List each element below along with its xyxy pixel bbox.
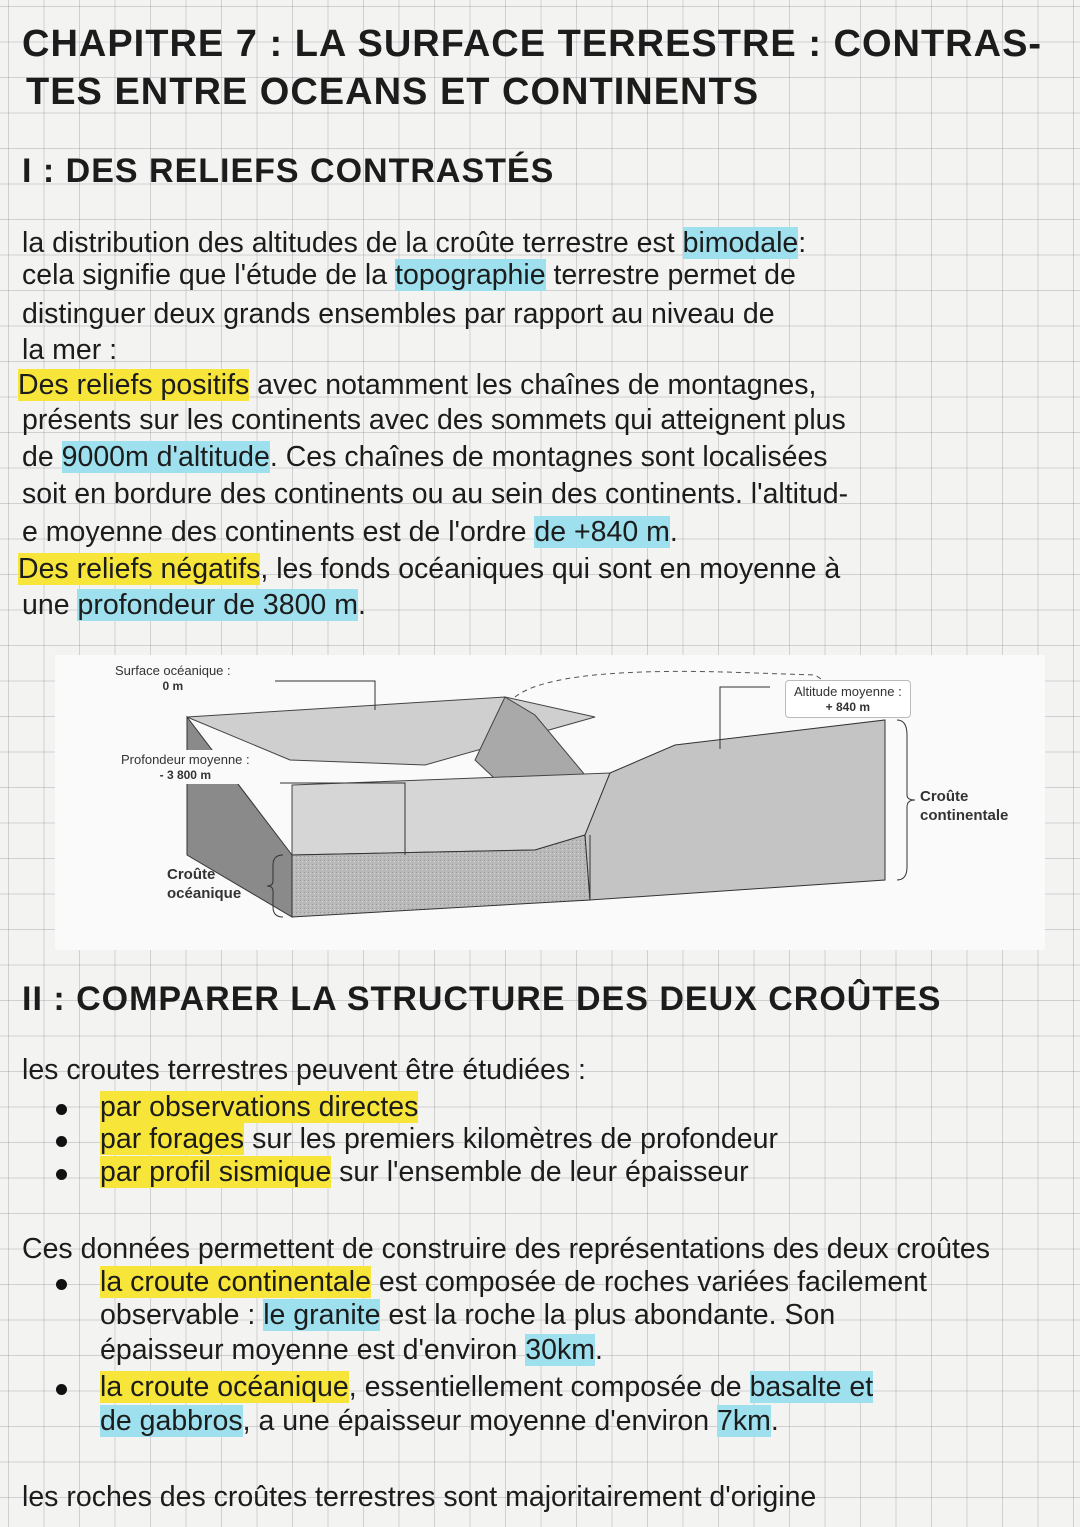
text-segment: les croutes terrestres peuvent être étudiées : bbox=[22, 1054, 586, 1086]
highlighted-text: la croute océanique bbox=[100, 1371, 349, 1403]
text-line bbox=[22, 588, 366, 622]
bullet-icon bbox=[56, 1169, 67, 1180]
text-segment: les roches des croûtes terrestres sont majoritairement d'origine bbox=[22, 1481, 817, 1513]
text-segment: la mer : bbox=[22, 334, 118, 366]
text-line bbox=[22, 226, 806, 260]
highlighted-text: basalte et bbox=[749, 1371, 874, 1403]
highlighted-text: profondeur de 3800 m bbox=[77, 589, 358, 621]
text-line bbox=[22, 333, 117, 367]
text-line bbox=[100, 1404, 779, 1438]
text-segment: . bbox=[357, 589, 366, 621]
text-segment: avec notamment les chaînes de montagnes, bbox=[249, 369, 817, 401]
text-segment: cela signifie que l'étude de la bbox=[22, 259, 396, 291]
text-segment: est la roche la plus abondante. Son bbox=[380, 1299, 836, 1331]
text-line bbox=[22, 403, 846, 437]
text-line bbox=[22, 440, 828, 474]
highlighted-text: 9000m d'altitude bbox=[61, 441, 270, 473]
highlighted-text: par forages bbox=[100, 1123, 245, 1155]
text-line bbox=[18, 368, 816, 402]
highlighted-text: par profil sismique bbox=[100, 1156, 332, 1188]
text-segment: soit en bordure des continents ou au sein des continents. l'altitud- bbox=[22, 478, 849, 510]
highlighted-text: 30km bbox=[525, 1334, 595, 1366]
text-line bbox=[18, 552, 840, 586]
text-line bbox=[100, 1370, 873, 1404]
highlighted-text: 7km bbox=[717, 1405, 771, 1437]
text-segment: . bbox=[594, 1334, 603, 1366]
highlighted-text: de gabbros bbox=[100, 1405, 243, 1437]
text-segment: épaisseur moyenne est d'environ bbox=[100, 1334, 526, 1366]
highlighted-text: par observations directes bbox=[100, 1091, 419, 1123]
altitude-value: + 840 m bbox=[825, 700, 871, 714]
surface-label-box bbox=[115, 663, 231, 693]
text-line bbox=[22, 1480, 816, 1514]
text-line bbox=[22, 1232, 990, 1266]
highlighted-text: Des reliefs négatifs bbox=[18, 553, 261, 585]
text-segment: e moyenne des continents est de l'ordre bbox=[22, 516, 535, 548]
highlighted-text: la croute continentale bbox=[100, 1266, 371, 1298]
text-line bbox=[100, 1265, 927, 1299]
text-segment: sur l'ensemble de leur épaisseur bbox=[331, 1156, 749, 1188]
text-line bbox=[100, 1090, 418, 1124]
relief-block-diagram bbox=[55, 655, 1045, 950]
text-line bbox=[22, 297, 775, 331]
text-segment: , a une épaisseur moyenne d'environ bbox=[242, 1405, 718, 1437]
bullet-icon bbox=[56, 1104, 67, 1115]
text-segment: la distribution des altitudes de la croûte terrestre est bbox=[22, 227, 683, 259]
surface-value: 0 m bbox=[162, 679, 184, 693]
text-line bbox=[22, 515, 678, 549]
text-segment: , essentiellement composée de bbox=[348, 1371, 750, 1403]
text-segment: , les fonds océaniques qui sont en moyenne à bbox=[260, 553, 841, 585]
oceanic-crust-label: Croûte océanique bbox=[167, 866, 242, 902]
continental-crust-label: Croûte continentale bbox=[920, 788, 1009, 824]
text-segment: . Ces chaînes de montagnes sont localisées bbox=[269, 441, 828, 473]
text-line bbox=[100, 1298, 835, 1332]
text-line bbox=[22, 477, 848, 511]
altitude-label: Altitude moyenne : bbox=[794, 684, 902, 699]
highlighted-text: topographie bbox=[395, 259, 546, 291]
chapter-title-line-1: CHAPITRE 7 : LA SURFACE TERRESTRE : CONTRAS- bbox=[22, 23, 1043, 65]
bullet-icon bbox=[56, 1279, 67, 1290]
highlighted-text: le granite bbox=[263, 1299, 381, 1331]
text-segment: de bbox=[22, 441, 62, 473]
text-segment: sur les premiers kilomètres de profondeur bbox=[244, 1123, 778, 1155]
text-segment: : bbox=[798, 227, 807, 259]
text-segment: Ces données permettent de construire des représentations des deux croûtes bbox=[22, 1233, 990, 1265]
surface-label: Surface océanique : bbox=[115, 663, 231, 678]
text-segment: observable : bbox=[100, 1299, 264, 1331]
highlighted-text: de +840 m bbox=[534, 516, 670, 548]
text-line bbox=[100, 1122, 778, 1156]
depth-label: Profondeur moyenne : bbox=[121, 752, 250, 767]
text-segment: présents sur les continents avec des sommets qui atteignent plus bbox=[22, 404, 846, 436]
text-segment: une bbox=[22, 589, 78, 621]
depth-value: - 3 800 m bbox=[159, 768, 211, 782]
text-line bbox=[100, 1155, 749, 1189]
text-segment: . bbox=[669, 516, 678, 548]
bullet-icon bbox=[56, 1136, 67, 1147]
altitude-label-box bbox=[785, 680, 911, 718]
text-segment: distinguer deux grands ensembles par rapport au niveau de bbox=[22, 298, 775, 330]
text-line bbox=[100, 1333, 603, 1367]
section-2-heading: II : COMPARER LA STRUCTURE DES DEUX CROÛTES bbox=[22, 980, 942, 1018]
chapter-title-line-2: TES ENTRE OCEANS ET CONTINENTS bbox=[26, 71, 760, 113]
text-segment: . bbox=[770, 1405, 779, 1437]
bullet-icon bbox=[56, 1384, 67, 1395]
highlighted-text: Des reliefs positifs bbox=[18, 369, 250, 401]
section-1-heading: I : DES RELIEFS CONTRASTÉS bbox=[22, 152, 555, 190]
text-segment: terrestre permet de bbox=[545, 259, 796, 291]
text-line bbox=[22, 258, 796, 292]
text-line bbox=[22, 1053, 586, 1087]
text-segment: est composée de roches variées facilement bbox=[370, 1266, 927, 1298]
highlighted-text: bimodale bbox=[682, 227, 799, 259]
depth-label-box bbox=[115, 750, 256, 784]
